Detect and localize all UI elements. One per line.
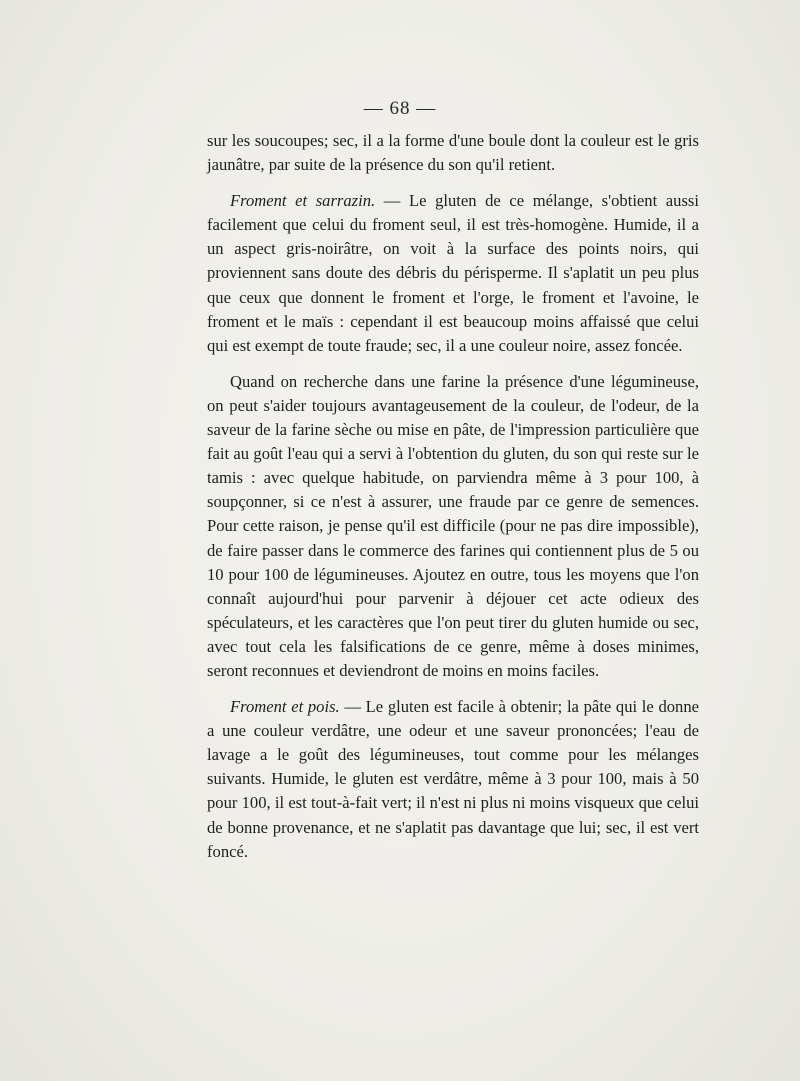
paragraph-froment-pois	[207, 695, 699, 864]
paragraph-text: — Le gluten est facile à obtenir; la pâte qui le donne a une couleur verdâtre, une odeur et une saveur prononcées; l'eau de lavage a le goût des légumineuses, tout comme pour les mélanges suivants. Humide, le gluten est verdâtre, même à 3 pour 100, mais à 50 pour 100, il est tout-à-fait vert; il n'est ni plus ni moins visqueux que celui de bonne provenance, et ne s'aplatit pas davantage que lui; sec, il est vert foncé.	[207, 697, 699, 861]
section-heading: Froment et sarrazin.	[230, 191, 376, 211]
paragraph-text: sur les soucoupes; sec, il a la forme d'une boule dont la couleur est le gris jaunâtre, par suite de la présence du son qu'il retient.	[207, 131, 699, 175]
paragraph-legumineuses	[207, 370, 699, 683]
paragraph-froment-sarrazin	[207, 189, 699, 358]
section-heading: Froment et pois.	[230, 697, 340, 717]
paragraph-text: Quand on recherche dans une farine la présence d'une légumineuse, on peut s'aider toujours avantageusement de la couleur, de l'odeur, de la saveur de la farine sèche ou mise en pâte, de l'impression particulière que fait au goût l'eau qui a servi à l'obtention du gluten, du son qui reste sur le tamis : avec quelque habitude, on parviendra même à 3 pour 100, à soupçonner, si ce n'est à assurer, une fraude par ce genre de semences. Pour cette raison, je pense qu'il est difficile (pour ne pas dire impossible), de faire passer dans le commerce des farines qui contiennent plus de 5 ou 10 pour 100 de légumineuses. Ajoutez en outre, tous les moyens que l'on connaît aujourd'hui pour parvenir à déjouer cet acte odieux des spéculateurs, et les caractères que l'on peut tirer du gluten humide ou sec, avec tout cela les falsifications de ce genre, même à doses minimes, seront reconnues et deviendront de moins en moins faciles.	[207, 371, 699, 680]
page-number: — 68 —	[363, 98, 437, 119]
paragraph-text: — Le gluten de ce mélange, s'obtient aussi facilement que celui du froment seul, il est très-homogène. Humide, il a un aspect gris-noirâtre, on voit à la surface des points noirs, qui proviennent sans doute des débris du périsperme. Il s'aplatit un peu plus que ceux que donnent le froment et l'orge, le froment et l'avoine, le froment et le maïs : cependant il est beaucoup moins affaissé que celui qui est exempt de toute fraude; sec, il a une couleur noire, assez foncée.	[207, 191, 699, 355]
paragraph-continuation	[207, 129, 699, 177]
body-text	[207, 129, 699, 876]
